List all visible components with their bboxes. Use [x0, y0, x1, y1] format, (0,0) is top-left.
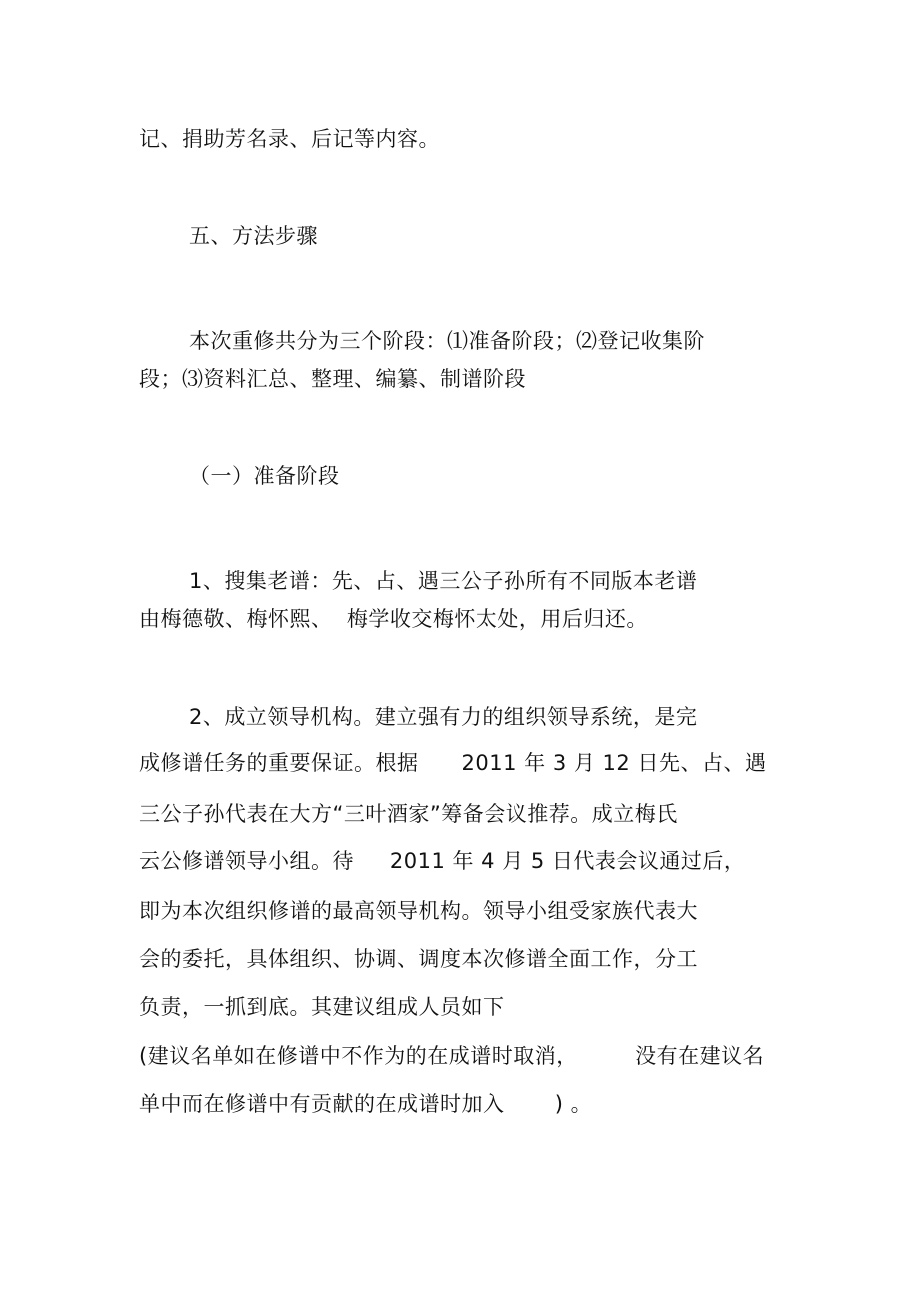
body-text-line: 成修谱任务的重要保证。根据 2011 年 3 月 12 日先、占、遇	[139, 751, 767, 775]
body-text-line: (建议名单如在修谱中不作为的在成谱时取消， 没有在建议名	[139, 1044, 765, 1068]
body-text-line: 会的委托，具体组织、协调、调度本次修谱全面工作，分工	[139, 947, 698, 971]
body-text-line: 即为本次组织修谱的最高领导机构。领导小组受家族代表大	[139, 899, 698, 923]
body-text-line: 本次重修共分为三个阶段：⑴准备阶段；⑵登记收集阶	[189, 329, 705, 353]
body-text-line: 1、搜集老谱：先、占、遇三公子孙所有不同版本老谱	[189, 569, 698, 593]
body-text-line: 单中而在修谱中有贡献的在成谱时加入 ) 。	[139, 1092, 593, 1116]
body-text-line: 云公修谱领导小组。待 2011 年 4 月 5 日代表会议通过后，	[139, 849, 746, 873]
body-text-line: 负责，一抓到底。其建议组成人员如下	[139, 995, 505, 1019]
body-text-line: 记、捐助芳名录、后记等内容。	[139, 127, 440, 151]
section-heading: 五、方法步骤	[189, 224, 318, 248]
body-text-line: 段；⑶资料汇总、整理、编纂、制谱阶段	[139, 367, 526, 391]
body-text-line: 由梅德敬、梅怀熙、 梅学收交梅怀太处，用后归还。	[139, 607, 648, 631]
body-text-line: 三公子孙代表在大方“三叶酒家”筹备会议推荐。成立梅氏	[139, 802, 678, 826]
body-text-line: 2、成立领导机构。建立强有力的组织领导系统，是完	[189, 705, 698, 729]
subsection-heading: （一）准备阶段	[189, 464, 340, 488]
